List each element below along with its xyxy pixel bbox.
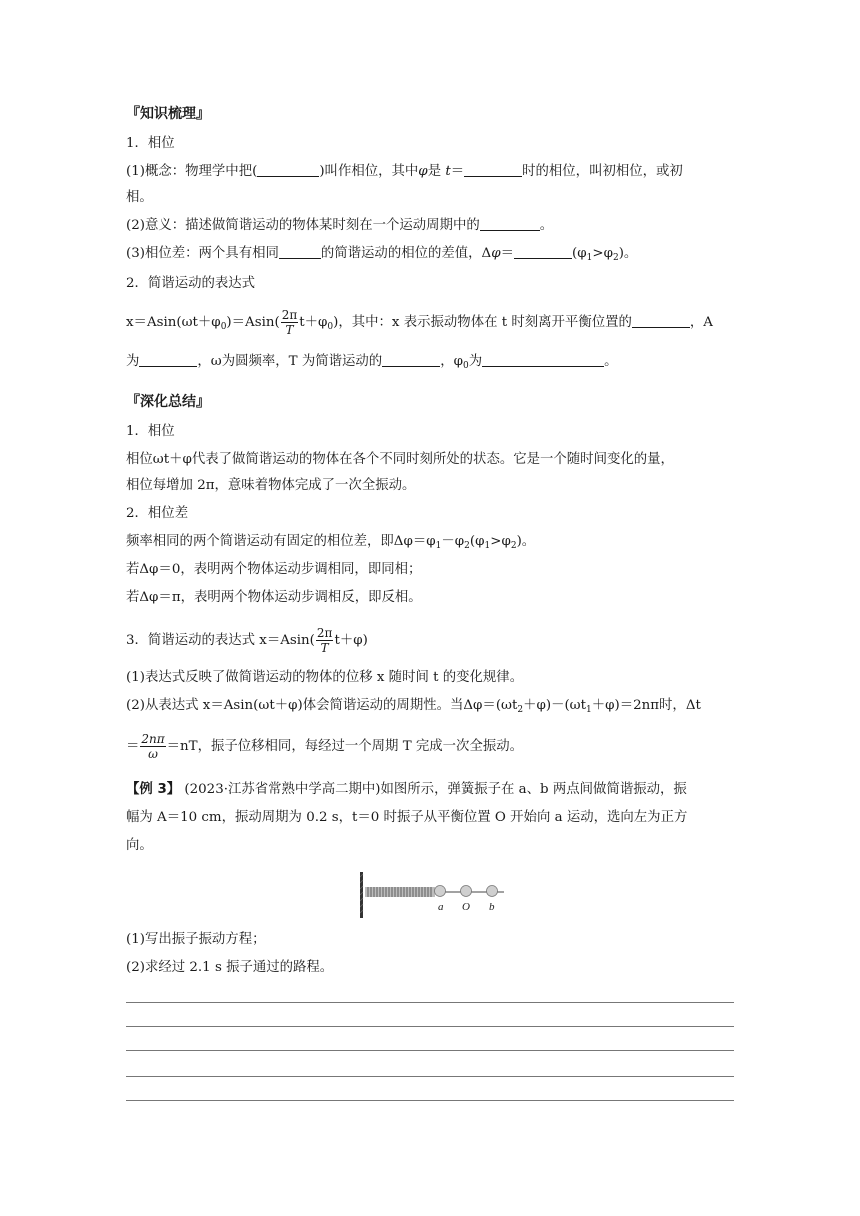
summary-heading: 『深化总结』: [126, 394, 210, 410]
question-2: (2)求经过 2.1 s 振子通过的路程。: [126, 960, 334, 975]
blank-field[interactable]: [480, 216, 540, 231]
blank-field[interactable]: [514, 244, 572, 259]
blank-field[interactable]: [382, 352, 440, 367]
knowledge-concept-cont: 相。: [126, 190, 153, 205]
label-b: b: [489, 901, 495, 913]
summary-expression-title: 3．简谐运动的表达式 x＝Asin( $\frac{2\pi}{T}$ t＋φ): [126, 626, 368, 655]
blank-field[interactable]: [257, 162, 319, 177]
blank-field[interactable]: [632, 313, 690, 328]
knowledge-meaning-line: (2)意义：描述做简谐运动的物体某时刻在一个运动周期中的 。: [126, 218, 554, 233]
summary-phase-p1: 相位ωt＋φ代表了做简谐运动的物体在各个不同时刻所处的状态。它是一个随时间变化的量，: [126, 452, 674, 467]
oscillator-ball: [435, 886, 446, 897]
blank-field[interactable]: [279, 244, 321, 259]
spring: [365, 887, 435, 897]
spring-diagram: [360, 870, 510, 920]
summary-expression-p1: (1)表达式反映了做简谐运动的物体的位移 x 随时间 t 的变化规律。: [126, 670, 524, 685]
fraction: $\frac{2\pi}{T}$: [316, 626, 333, 655]
example-line-3: 向。: [126, 838, 153, 853]
summary-expression-p2: (2)从表达式 x＝Asin(ωt＋φ)体会简谐运动的周期性。当$\Delta\varphi=(\omega t_2+\varphi)-(\omega t_1+\varphi)=2n\pi$时，Δt: [126, 698, 701, 715]
label-a: a: [438, 901, 444, 913]
summary-phase-diff-title: 2．相位差: [126, 506, 189, 521]
knowledge-concept-line: (1)概念：物理学中把( )叫作相位，其中φ是 t＝ 时的相位，叫初相位，或初: [126, 164, 683, 179]
answer-line[interactable]: [126, 1026, 734, 1027]
summary-phase-diff-p1: 频率相同的两个简谐运动有固定的相位差，即$\Delta\varphi=\varphi_1-\varphi_2(\varphi_1>\varphi_2)$。: [126, 534, 536, 551]
example-line-2: 幅为 A＝10 cm，振动周期为 0.2 s，t＝0 时振子从平衡位置 O 开始向 a 运动，选向左为正方: [126, 810, 688, 825]
knowledge-expression-title: 2．简谐运动的表达式: [126, 276, 256, 291]
answer-line[interactable]: [126, 1076, 734, 1077]
position-b-ball: [487, 886, 498, 897]
label-o: O: [462, 901, 470, 913]
answer-line[interactable]: [126, 1100, 734, 1101]
fraction: $\frac{2\pi}{T}$: [281, 308, 298, 337]
fraction: $\frac{2n\pi}{\omega}$: [141, 732, 165, 761]
knowledge-expression-cont: 为 ，ω为圆频率，T 为简谐运动的 ，$\varphi_0$为 。: [126, 354, 618, 371]
blank-field[interactable]: [482, 352, 604, 367]
example-label: 【例 3】: [126, 782, 181, 797]
spring-oscillator-figure: [360, 870, 510, 924]
summary-phase-title: 1．相位: [126, 424, 175, 439]
question-1: (1)写出振子振动方程；: [126, 932, 266, 947]
answer-line[interactable]: [126, 1050, 734, 1051]
knowledge-heading: 『知识梳理』: [126, 106, 210, 122]
summary-expression-p3: ＝ $\frac{2n\pi}{\omega}$ ＝nT，振子位移相同，每经过一个周期 T 完成一次全振动。: [126, 732, 524, 761]
summary-phase-diff-p3: 若Δφ＝π，表明两个物体运动步调相反，即反相。: [126, 590, 422, 605]
position-o-ball: [461, 886, 472, 897]
blank-field[interactable]: [464, 162, 522, 177]
knowledge-expression-line: $x=Asin(\omega t+\varphi_0)=Asin$( $\frac{2\pi}{T}$ $t+\varphi_0$)，其中：x 表示振动物体在 t 时刻离开平衡位置的 ，A: [126, 308, 713, 337]
answer-line[interactable]: [126, 1002, 734, 1003]
summary-phase-diff-p2: 若Δφ＝0，表明两个物体运动步调相同，即同相；: [126, 562, 422, 577]
blank-field[interactable]: [139, 352, 197, 367]
knowledge-phase-diff-line: (3)相位差：两个具有相同 的简谐运动的相位的差值，$\Delta\varphi= (\varphi_1>\varphi_2)$。: [126, 246, 638, 263]
summary-phase-p2: 相位每增加 2π，意味着物体完成了一次全振动。: [126, 478, 416, 493]
example-line-1: 【例 3】 (2023·江苏省常熟中学高二期中)如图所示，弹簧振子在 a、b 两点间做简谐振动，振: [126, 782, 687, 797]
knowledge-phase-title: 1．相位: [126, 136, 175, 151]
